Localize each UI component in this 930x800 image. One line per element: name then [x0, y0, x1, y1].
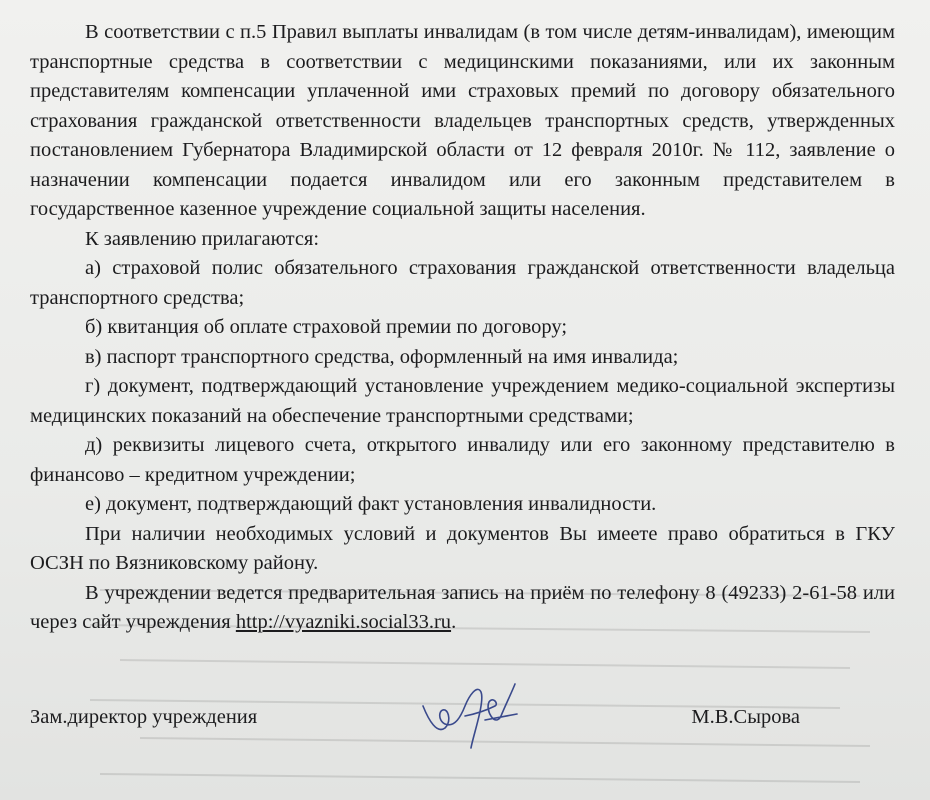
signer-position: Зам.директор учреждения: [30, 706, 258, 728]
document-body: [30, 18, 895, 638]
attachment-item-d: д) реквизиты лицевого счета, открытого инвалиду или его законному представителю в финансово – кредитном учреждении;: [30, 434, 895, 486]
attachments-intro: К заявлению прилагаются:: [85, 227, 320, 250]
signer-name: М.В.Сырова: [691, 706, 800, 728]
appointment-text-end: .: [451, 611, 457, 633]
attachment-item-v: в) паспорт транспортного средства, оформленный на имя инвалида;: [85, 345, 679, 368]
paragraph-regulation: В соответствии с п.5 Правил выплаты инвалидам (в том числе детям-инвалидам), имеющим транспортные средства в соответствии с медицинскими показаниями, или их законным представителям компенсации уплаченной ими страховых премий по договору обязательного страхования гражданской ответственности владельцев транспортных средств, утвержденных постановлением Губернатора Владимирской области от 12 февраля 2010г. № 112, заявление о назначении компенсации подается инвалидом или его законным представителем в государственное казенное учреждение социальной защиты населения.: [30, 21, 895, 220]
website-link[interactable]: http://vyazniki.social33.ru: [235, 611, 452, 633]
paragraph-appointment: [30, 579, 895, 638]
signature-block: [30, 706, 895, 746]
handwritten-signature: [415, 676, 525, 756]
attachment-item-e: е) документ, подтверждающий факт установления инвалидности.: [85, 493, 657, 515]
attachment-item-g: г) документ, подтверждающий установление учреждением медико-социальной экспертизы медицинских показаний на обеспечение транспортными средствами;: [30, 375, 895, 427]
appointment-text: В учреждении ведется предварительная запись на приём по телефону 8 (49233) 2-61-58 или через сайт учреждения: [30, 581, 895, 633]
attachment-item-b: б) квитанция об оплате страховой премии по договору;: [85, 316, 568, 338]
paragraph-conditions: При наличии необходимых условий и документов Вы имеете право обратиться в ГКУ ОСЗН по Вязниковскому району.: [30, 522, 895, 574]
attachment-item-a: а) страховой полис обязательного страхования гражданской ответственности владельца транспортного средства;: [30, 257, 895, 309]
